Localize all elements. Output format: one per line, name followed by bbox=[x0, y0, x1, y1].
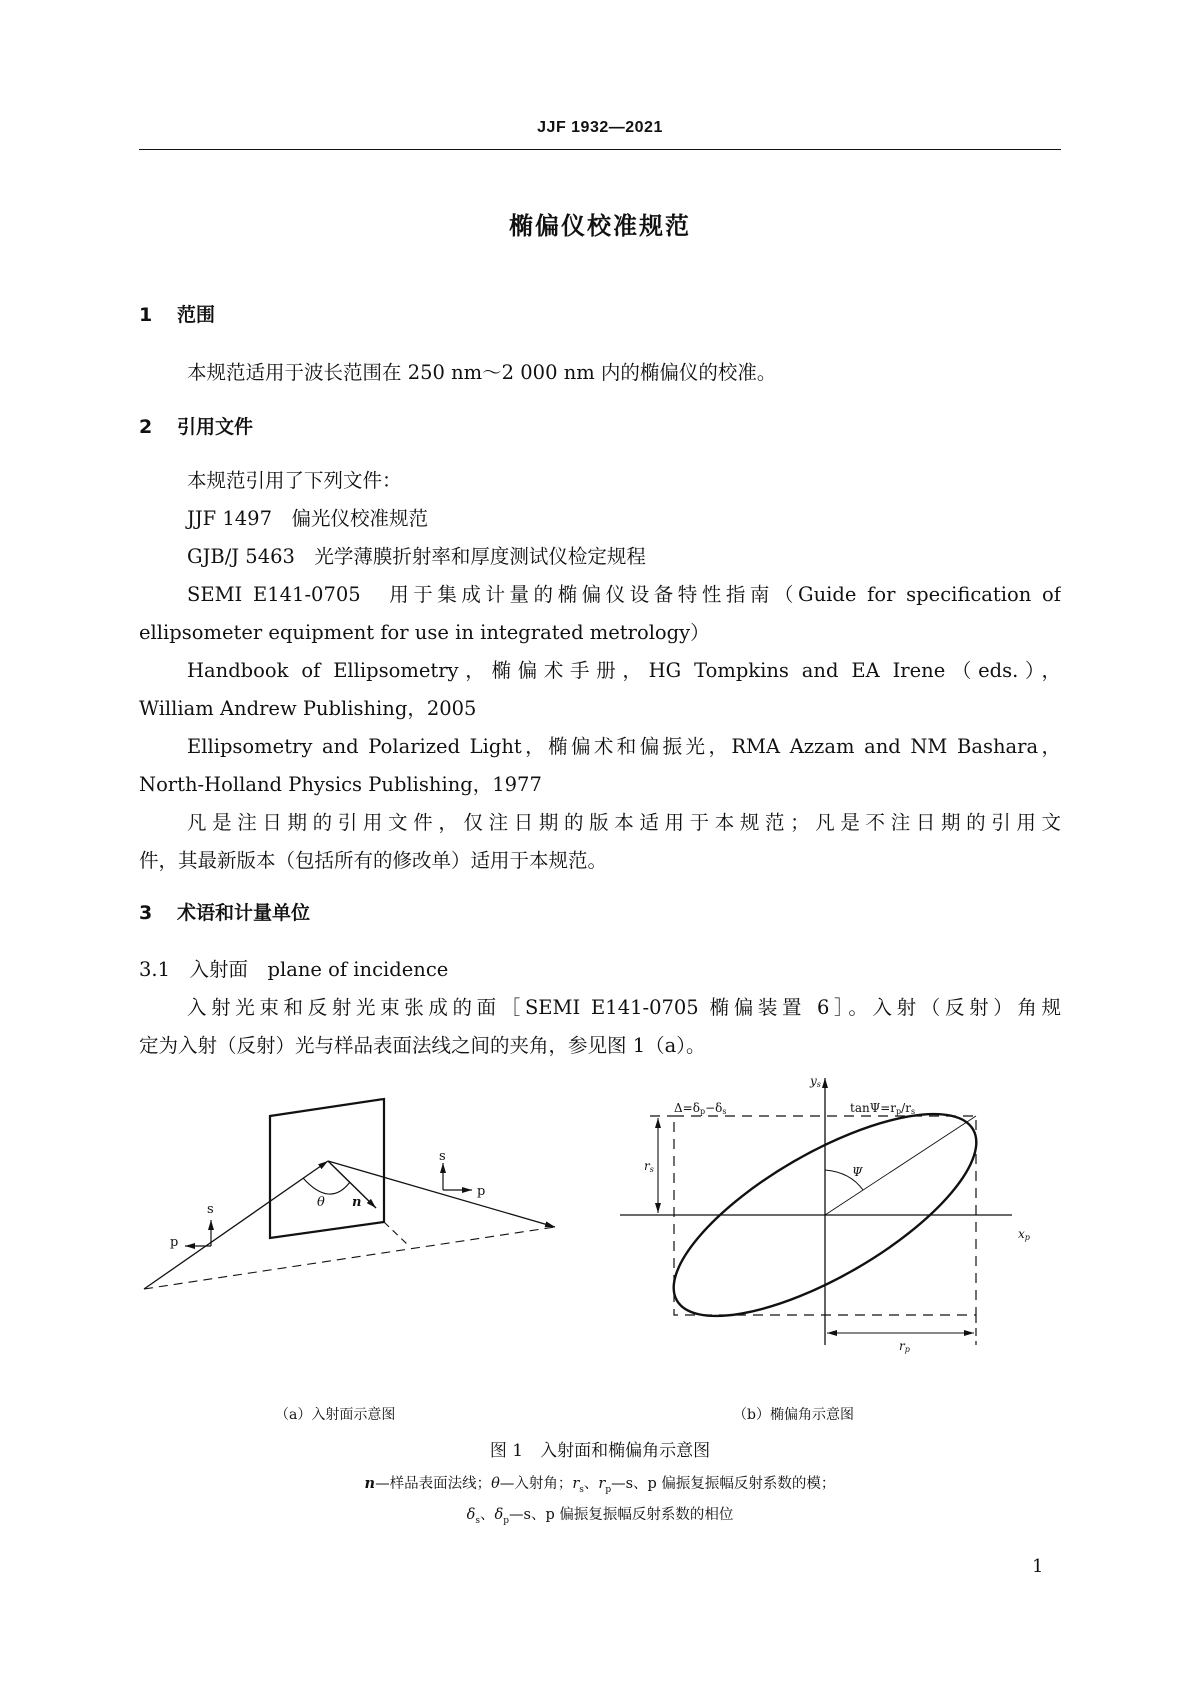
s-label: s bbox=[439, 1149, 446, 1164]
rp-label: rp bbox=[899, 1339, 910, 1354]
psi-diagonal bbox=[825, 1116, 976, 1215]
document-header: JJF 1932—2021 bbox=[537, 119, 663, 136]
reference-item-cont: ellipsometer equipment for use in integrated metrology） bbox=[139, 621, 710, 644]
incidence-plane bbox=[270, 1099, 384, 1238]
figure-a-plane-of-incidence bbox=[144, 1099, 555, 1289]
normal-label: n bbox=[352, 1195, 362, 1210]
section-number: 3 bbox=[139, 902, 153, 924]
incident-ray bbox=[144, 1161, 328, 1289]
figure-legend-line-2: $\delta_s$、$\delta_p—s$、p 偏振复振幅反射系数的相位 bbox=[466, 1507, 734, 1526]
sample-projection-dashed bbox=[144, 1227, 555, 1289]
ys-axis-label: ys bbox=[810, 1074, 821, 1089]
psi-label: Ψ bbox=[852, 1165, 863, 1179]
reference-item: GJB/J 5463 光学薄膜折射率和厚度测试仪检定规程 bbox=[187, 545, 646, 568]
rs-label: rs bbox=[644, 1159, 654, 1174]
xp-axis-label: xp bbox=[1018, 1227, 1030, 1242]
theta-label: θ bbox=[317, 1195, 325, 1210]
reference-item: Ellipsometry and Polarized Light，椭偏术和偏振光，RMA Azzam and NM Bashara， bbox=[187, 735, 1061, 758]
figure-legend-line-1: n—样品表面法线；θ—入射角；$r_s$、$r_p—s$、p 偏振复振幅反射系数的模； bbox=[364, 1475, 836, 1495]
scope-text: 本规范适用于波长范围在 250 nm～2 000 nm 内的椭偏仪的校准。 bbox=[187, 361, 777, 384]
section-title: 范围 bbox=[177, 304, 216, 326]
reference-item: SEMI E141-0705 用于集成计量的椭偏仪设备特性指南（Guide for specification of bbox=[187, 583, 1061, 606]
theta-arc bbox=[303, 1178, 350, 1194]
tan-psi-formula: tanΨ=rp/rs bbox=[850, 1101, 916, 1116]
p-label: p bbox=[477, 1184, 486, 1199]
reference-item-cont: North-Holland Physics Publishing，1977 bbox=[139, 773, 542, 796]
page-title: 椭偏仪校准规范 bbox=[509, 212, 691, 240]
section-number: 2 bbox=[139, 416, 153, 438]
p-label: p bbox=[170, 1235, 179, 1250]
term-definition: 入射光束和反射光束张成的面［SEMI E141-0705 椭偏装置 6］。入射（反射）角规 bbox=[187, 996, 1061, 1019]
reference-note: 凡是注日期的引用文件，仅注日期的版本适用于本规范；凡是不注日期的引用文 bbox=[187, 811, 1061, 834]
section-number: 1 bbox=[139, 304, 153, 326]
s-label: s bbox=[207, 1202, 214, 1217]
figure-b-ellipsometric-angle bbox=[620, 1076, 1012, 1354]
caption-a: （a）入射面示意图 bbox=[275, 1407, 396, 1423]
delta-formula: Δ=δp−δs bbox=[674, 1101, 727, 1116]
figure-title: 图 1 入射面和椭偏角示意图 bbox=[489, 1441, 711, 1461]
term-heading: 3.1 入射面 plane of incidence bbox=[139, 958, 449, 981]
reference-item: Handbook of Ellipsometry，椭偏术手册，HG Tompkins and EA Irene（eds.）， bbox=[187, 659, 1061, 682]
normal-projection-dashed bbox=[384, 1222, 408, 1245]
reference-item-cont: William Andrew Publishing，2005 bbox=[139, 697, 477, 720]
section-title: 引用文件 bbox=[177, 416, 254, 438]
term-definition-cont: 定为入射（反射）光与样品表面法线之间的夹角，参见图 1（a）。 bbox=[139, 1034, 706, 1057]
reference-intro: 本规范引用了下列文件： bbox=[187, 469, 402, 492]
caption-b: （b）椭偏角示意图 bbox=[733, 1407, 854, 1423]
section-title: 术语和计量单位 bbox=[177, 902, 311, 924]
reference-note-cont: 件，其最新版本（包括所有的修改单）适用于本规范。 bbox=[139, 849, 608, 872]
reference-item: JJF 1497 偏光仪校准规范 bbox=[187, 507, 428, 530]
page-number: 1 bbox=[1032, 1556, 1044, 1577]
